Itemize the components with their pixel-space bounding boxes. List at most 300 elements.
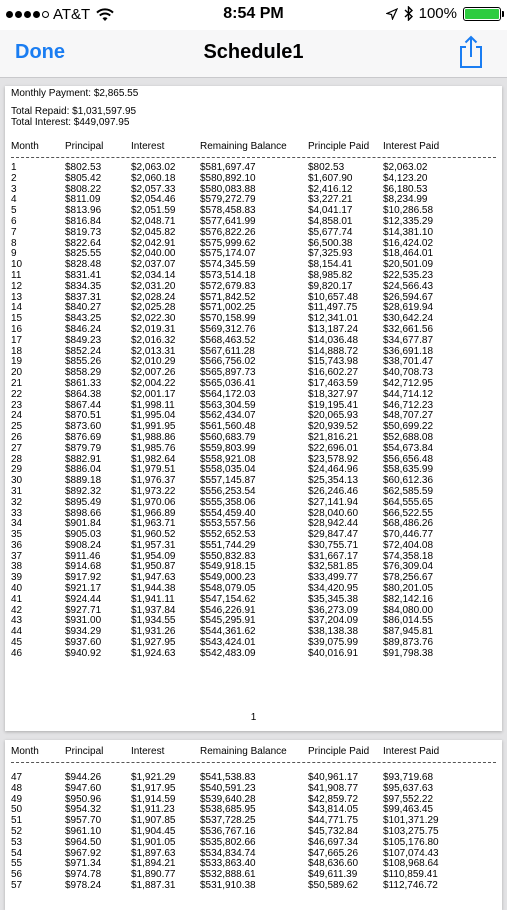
table-cell: $78,256.67	[383, 572, 434, 584]
table-cell: $1,976.37	[131, 475, 176, 487]
table-cell: 45	[11, 637, 23, 649]
table-cell: 43	[11, 615, 23, 627]
table-cell: $36,273.09	[308, 604, 359, 616]
table-cell: $44,771.75	[308, 815, 359, 827]
table-cell: $1,995.04	[131, 410, 176, 422]
table-cell: $532,888.61	[200, 869, 256, 881]
table-cell: 48	[11, 782, 23, 794]
table-cell: $837.31	[65, 291, 102, 303]
table-cell: 18	[11, 345, 23, 357]
table-cell: $19,195.41	[308, 399, 359, 411]
table-cell: 1	[11, 162, 17, 173]
table-cell: $964.50	[65, 836, 102, 848]
table-cell: $40,708.73	[383, 367, 434, 379]
table-cell: $546,226.91	[200, 604, 256, 616]
table-cell: 14	[11, 302, 23, 314]
table-cell: $22,696.01	[308, 442, 359, 454]
table-cell: $28,942.44	[308, 518, 359, 530]
table-cell: $944.26	[65, 772, 102, 783]
table-cell: $1,904.45	[131, 825, 176, 837]
table-cell: $870.51	[65, 410, 102, 422]
table-cell: $1,957.31	[131, 539, 176, 551]
table-cell: $924.44	[65, 593, 102, 605]
table-cell: $846.24	[65, 323, 102, 335]
table-cell: $822.64	[65, 237, 102, 249]
table-cell: $557,145.87	[200, 475, 256, 487]
table-cell: $569,312.76	[200, 323, 256, 335]
table-cell: $26,246.46	[308, 485, 359, 497]
table-cell: $802.53	[65, 162, 102, 173]
table-cell: $16,602.27	[308, 367, 359, 379]
table-cell: $47,665.26	[308, 847, 359, 859]
table-cell: $89,873.76	[383, 637, 434, 649]
table-cell: $103,275.75	[383, 825, 439, 837]
table-cell: $1,982.64	[131, 453, 176, 465]
table-cell: $43,814.05	[308, 804, 359, 816]
table-cell: $565,036.41	[200, 377, 256, 389]
table-cell: $886.04	[65, 464, 102, 476]
table-cell: 35	[11, 529, 23, 541]
table-cell: $34,677.87	[383, 334, 434, 346]
table-cell: $580,083.88	[200, 183, 256, 195]
table-cell: $889.18	[65, 475, 102, 487]
table-cell: $5,677.74	[308, 226, 353, 238]
table-cell: $1,931.26	[131, 626, 176, 638]
table-cell: $1,944.38	[131, 583, 176, 595]
table-cell: 6	[11, 215, 17, 227]
table-cell: $1,934.55	[131, 615, 176, 627]
table-cell: $861.33	[65, 377, 102, 389]
table-cell: $2,042.91	[131, 237, 176, 249]
table-cell: $28,619.94	[383, 302, 434, 314]
table-cell: $1,901.05	[131, 836, 176, 848]
table-cell: $2,051.59	[131, 205, 176, 217]
table-cell: $2,013.31	[131, 345, 176, 357]
table-cell: 57	[11, 879, 23, 891]
table-cell: $4,858.01	[308, 215, 353, 227]
table-cell: $27,141.94	[308, 496, 359, 508]
table-row	[5, 838, 502, 849]
table-cell: $14,036.48	[308, 334, 359, 346]
table-cell: $2,016.32	[131, 334, 176, 346]
table-cell: $1,890.77	[131, 869, 176, 881]
table-cell: $1,970.06	[131, 496, 176, 508]
table-cell: $50,589.62	[308, 879, 359, 891]
table-cell: $937.60	[65, 637, 102, 649]
table-cell: $21,816.21	[308, 431, 359, 443]
table-cell: $1,941.11	[131, 593, 175, 605]
table-cell: $537,728.25	[200, 815, 256, 827]
table-cell: $1,947.63	[131, 572, 176, 584]
table-cell: 40	[11, 583, 23, 595]
table-cell: $91,798.38	[383, 647, 434, 659]
table-cell: $2,034.14	[131, 269, 176, 281]
table-cell: 49	[11, 793, 23, 805]
table-cell: $1,917.95	[131, 782, 176, 794]
table-cell: $873.60	[65, 421, 102, 433]
table-cell: $8,985.82	[308, 269, 353, 281]
table-cell: $544,361.62	[200, 626, 256, 638]
table-cell: $44,714.12	[383, 388, 434, 400]
column-header: Interest	[131, 746, 165, 757]
table-cell: $107,074.43	[383, 847, 439, 859]
monthly-payment: Monthly Payment: $2,865.55	[11, 88, 139, 99]
table-cell: $112,746.72	[383, 879, 438, 891]
table-cell: $571,842.52	[200, 291, 256, 303]
table-cell: $48,636.60	[308, 858, 359, 870]
table-cell: $555,358.06	[200, 496, 256, 508]
table-cell: $42,712.95	[383, 377, 434, 389]
table-cell: $575,999.62	[200, 237, 256, 249]
table-cell: $32,581.85	[308, 561, 359, 573]
table-cell: $48,707.27	[383, 410, 434, 422]
page-title: Schedule1	[203, 41, 304, 63]
table-cell: $20,065.93	[308, 410, 359, 422]
table-cell: 11	[11, 269, 22, 281]
table-cell: $95,637.63	[383, 782, 434, 794]
table-cell: $25,354.13	[308, 475, 359, 487]
table-cell: $2,063.02	[131, 162, 176, 173]
table-cell: $1,897.63	[131, 847, 176, 859]
page-number: 1	[250, 712, 257, 723]
table-cell: $93,719.68	[383, 772, 434, 783]
table-cell: $1,921.29	[131, 772, 176, 783]
status-bar	[0, 0, 507, 30]
divider	[11, 157, 496, 158]
divider	[11, 762, 496, 763]
table-cell: $2,025.28	[131, 302, 176, 314]
column-header: Interest	[131, 141, 165, 152]
table-cell: $6,180.53	[383, 183, 428, 195]
table-cell: $54,673.84	[383, 442, 434, 454]
table-cell: $858.29	[65, 367, 102, 379]
table-cell: $825.55	[65, 248, 102, 260]
table-row	[5, 336, 502, 347]
table-cell: 44	[11, 626, 23, 638]
table-cell: $840.27	[65, 302, 102, 314]
table-cell: $576,822.26	[200, 226, 256, 238]
table-cell: $1,927.95	[131, 637, 176, 649]
table-cell: $908.24	[65, 539, 102, 551]
table-cell: $62,585.59	[383, 485, 434, 497]
table-cell: $1,954.09	[131, 550, 176, 562]
table-row	[5, 228, 502, 239]
table-cell: $29,847.47	[308, 529, 359, 541]
table-cell: $40,961.17	[308, 772, 359, 783]
table-cell: $1,887.31	[131, 879, 176, 891]
table-cell: $56,656.48	[383, 453, 434, 465]
table-cell: $70,446.77	[383, 529, 434, 541]
table-cell: $1,894.21	[131, 858, 176, 870]
table-cell: $542,483.09	[200, 647, 256, 659]
table-cell: $539,640.28	[200, 793, 256, 805]
table-cell: 34	[11, 518, 23, 530]
table-cell: $572,679.83	[200, 280, 256, 292]
table-cell: $533,863.40	[200, 858, 256, 870]
table-cell: $558,035.04	[200, 464, 256, 476]
table-cell: 46	[11, 647, 23, 659]
table-cell: 39	[11, 572, 23, 584]
table-cell: $578,458.83	[200, 205, 256, 217]
table-cell: $1,991.95	[131, 421, 176, 433]
table-cell: $1,973.22	[131, 485, 176, 497]
table-cell: $12,341.01	[308, 313, 359, 325]
table-cell: $68,486.26	[383, 518, 434, 530]
table-cell: $36,691.18	[383, 345, 434, 357]
table-cell: 32	[11, 496, 23, 508]
carrier-name: AT&T	[53, 6, 91, 23]
table-cell: $2,004.22	[131, 377, 176, 389]
table-cell: $562,434.07	[200, 410, 256, 422]
table-row	[5, 784, 502, 795]
table-cell: $18,327.97	[308, 388, 359, 400]
table-cell: $1,988.86	[131, 431, 176, 443]
table-cell: $2,028.24	[131, 291, 176, 303]
table-cell: $558,921.08	[200, 453, 256, 465]
table-cell: $40,016.91	[308, 647, 359, 659]
table-row	[5, 390, 502, 401]
table-cell: $30,642.24	[383, 313, 434, 325]
table-cell: $20,939.52	[308, 421, 359, 433]
table-cell: $1,963.71	[131, 518, 176, 530]
table-row	[5, 881, 502, 892]
table-cell: $1,998.11	[131, 399, 175, 411]
table-cell: 27	[11, 442, 23, 454]
table-cell: $2,048.71	[131, 215, 176, 227]
table-cell: $843.25	[65, 313, 102, 325]
table-cell: $32,661.56	[383, 323, 434, 335]
battery-percent: 100%	[418, 5, 457, 22]
table-cell: 21	[11, 377, 23, 389]
table-cell: $1,960.52	[131, 529, 176, 541]
table-cell: 17	[11, 334, 23, 346]
table-cell: $811.09	[65, 194, 101, 206]
table-cell: $867.44	[65, 399, 102, 411]
table-cell: $901.84	[65, 518, 102, 530]
table-cell: $37,204.09	[308, 615, 359, 627]
table-cell: $573,514.18	[200, 269, 256, 281]
column-header: Interest Paid	[383, 141, 440, 152]
table-cell: $876.69	[65, 431, 102, 443]
bluetooth-icon	[404, 6, 413, 21]
table-cell: $579,272.79	[200, 194, 256, 206]
table-cell: 8	[11, 237, 17, 249]
table-cell: $1,911.23	[131, 804, 175, 816]
table-cell: $11,497.75	[308, 302, 358, 314]
table-cell: $14,888.72	[308, 345, 359, 357]
table-cell: $974.78	[65, 869, 102, 881]
total-interest: Total Interest: $449,097.95	[11, 117, 130, 128]
table-cell: $1,914.59	[131, 793, 176, 805]
table-cell: $552,652.53	[200, 529, 256, 541]
table-cell: $911.46	[65, 550, 101, 562]
share-icon[interactable]	[457, 35, 485, 69]
table-cell: $14,381.10	[383, 226, 434, 238]
table-cell: $41,908.77	[308, 782, 359, 794]
navigation-bar	[0, 30, 507, 78]
table-cell: $1,924.63	[131, 647, 176, 659]
table-cell: $24,566.43	[383, 280, 434, 292]
table-cell: $834.35	[65, 280, 102, 292]
table-cell: 15	[11, 313, 23, 325]
table-cell: $24,464.96	[308, 464, 359, 476]
table-cell: 30	[11, 475, 23, 487]
done-button[interactable]: Done	[15, 41, 65, 63]
table-cell: $2,010.29	[131, 356, 176, 368]
table-cell: $2,416.12	[308, 183, 353, 195]
table-cell: $12,335.29	[383, 215, 434, 227]
table-cell: $940.92	[65, 647, 102, 659]
table-cell: $1,607.90	[308, 172, 353, 184]
column-header: Principal	[65, 141, 104, 152]
table-cell: 9	[11, 248, 17, 260]
table-cell: $895.49	[65, 496, 102, 508]
table-cell: $917.92	[65, 572, 102, 584]
table-cell: $2,057.33	[131, 183, 176, 195]
table-cell: $4,041.17	[308, 205, 353, 217]
table-cell: 37	[11, 550, 23, 562]
table-cell: 52	[11, 825, 23, 837]
table-cell: $2,063.02	[383, 162, 428, 173]
table-cell: $42,859.72	[308, 793, 359, 805]
table-row	[5, 649, 502, 660]
table-cell: $99,463.45	[383, 804, 434, 816]
table-cell: $97,552.22	[383, 793, 434, 805]
table-cell: $10,657.48	[308, 291, 359, 303]
table-cell: $82,142.16	[383, 593, 434, 605]
location-arrow-icon	[386, 8, 398, 20]
table-cell: $581,697.47	[200, 162, 256, 173]
table-cell: $571,002.25	[200, 302, 256, 314]
table-cell: $543,424.01	[200, 637, 256, 649]
column-header: Month	[11, 746, 39, 757]
table-cell: 23	[11, 399, 23, 411]
table-cell: $934.29	[65, 626, 102, 638]
table-cell: $30,755.71	[308, 539, 359, 551]
table-cell: $808.22	[65, 183, 102, 195]
table-cell: $831.41	[65, 269, 102, 281]
table-cell: $64,555.65	[383, 496, 434, 508]
table-cell: 12	[11, 280, 23, 292]
table-cell: $46,697.34	[308, 836, 359, 848]
table-cell: $108,968.64	[383, 858, 439, 870]
schedule-page-2	[5, 740, 502, 910]
table-cell: $927.71	[65, 604, 102, 616]
table-cell: 29	[11, 464, 23, 476]
table-cell: $898.66	[65, 507, 102, 519]
table-cell: 2	[11, 172, 17, 184]
table-cell: 13	[11, 291, 23, 303]
table-cell: 16	[11, 323, 23, 335]
table-cell: $565,897.73	[200, 367, 256, 379]
table-cell: $549,000.23	[200, 572, 256, 584]
status-time: 8:54 PM	[223, 5, 284, 22]
table-cell: 53	[11, 836, 23, 848]
table-cell: 4	[11, 194, 17, 206]
table-cell: $74,358.18	[383, 550, 434, 562]
table-cell: $575,174.07	[200, 248, 256, 260]
table-cell: $947.60	[65, 782, 102, 794]
schedule-rows	[5, 163, 502, 660]
table-cell: 33	[11, 507, 23, 519]
table-cell: $967.92	[65, 847, 102, 859]
table-cell: 50	[11, 804, 23, 816]
table-cell: $1,966.89	[131, 507, 176, 519]
table-cell: $50,699.22	[383, 421, 434, 433]
table-cell: 10	[11, 259, 23, 271]
table-cell: $816.84	[65, 215, 102, 227]
table-cell: $534,834.74	[200, 847, 256, 859]
table-cell: 47	[11, 772, 23, 783]
table-cell: $548,079.05	[200, 583, 256, 595]
table-cell: $553,557.56	[200, 518, 256, 530]
table-cell: 26	[11, 431, 23, 443]
table-cell: $971.34	[65, 858, 102, 870]
table-cell: 5	[11, 205, 17, 217]
table-cell: $535,802.66	[200, 836, 256, 848]
table-cell: 41	[11, 593, 23, 605]
table-cell: $556,253.54	[200, 485, 256, 497]
table-cell: $52,688.08	[383, 431, 434, 443]
table-cell: $563,304.59	[200, 399, 256, 411]
table-cell: $828.48	[65, 259, 102, 271]
table-cell: 22	[11, 388, 23, 400]
table-cell: $921.17	[65, 583, 102, 595]
table-cell: 55	[11, 858, 23, 870]
table-cell: $105,176.80	[383, 836, 439, 848]
table-cell: $7,325.93	[308, 248, 353, 260]
table-cell: $852.24	[65, 345, 102, 357]
table-cell: $15,743.98	[308, 356, 359, 368]
table-cell: $101,371.29	[383, 815, 439, 827]
table-cell: $1,937.84	[131, 604, 176, 616]
table-cell: 24	[11, 410, 23, 422]
table-cell: $805.42	[65, 172, 102, 184]
table-row	[5, 174, 502, 185]
table-cell: $35,345.38	[308, 593, 359, 605]
table-cell: $545,295.91	[200, 615, 256, 627]
table-cell: $20,501.09	[383, 259, 434, 271]
table-cell: $570,158.99	[200, 313, 256, 325]
table-cell: $882.91	[65, 453, 102, 465]
column-header: Month	[11, 141, 39, 152]
table-cell: $58,635.99	[383, 464, 434, 476]
table-cell: $2,054.46	[131, 194, 176, 206]
status-right	[386, 5, 501, 22]
table-cell: $22,535.23	[383, 269, 434, 281]
battery-icon	[463, 7, 501, 21]
table-cell: $18,464.01	[383, 248, 434, 260]
table-cell: 38	[11, 561, 23, 573]
table-cell: $17,463.59	[308, 377, 359, 389]
table-cell: $568,463.52	[200, 334, 256, 346]
schedule-rows	[5, 773, 502, 892]
table-cell: $566,756.02	[200, 356, 256, 368]
table-cell: $10,286.58	[383, 205, 434, 217]
column-header: Interest Paid	[383, 746, 440, 757]
table-cell: $86,014.55	[383, 615, 434, 627]
table-cell: $3,227.21	[308, 194, 353, 206]
table-cell: $541,538.83	[200, 772, 256, 783]
table-cell: $1,907.85	[131, 815, 176, 827]
table-cell: 42	[11, 604, 23, 616]
table-cell: $540,591.23	[200, 782, 256, 794]
table-cell: $23,578.92	[308, 453, 359, 465]
table-cell: $84,080.00	[383, 604, 434, 616]
table-cell: $2,037.07	[131, 259, 176, 271]
table-cell: $849.23	[65, 334, 102, 346]
column-header: Remaining Balance	[200, 141, 287, 152]
